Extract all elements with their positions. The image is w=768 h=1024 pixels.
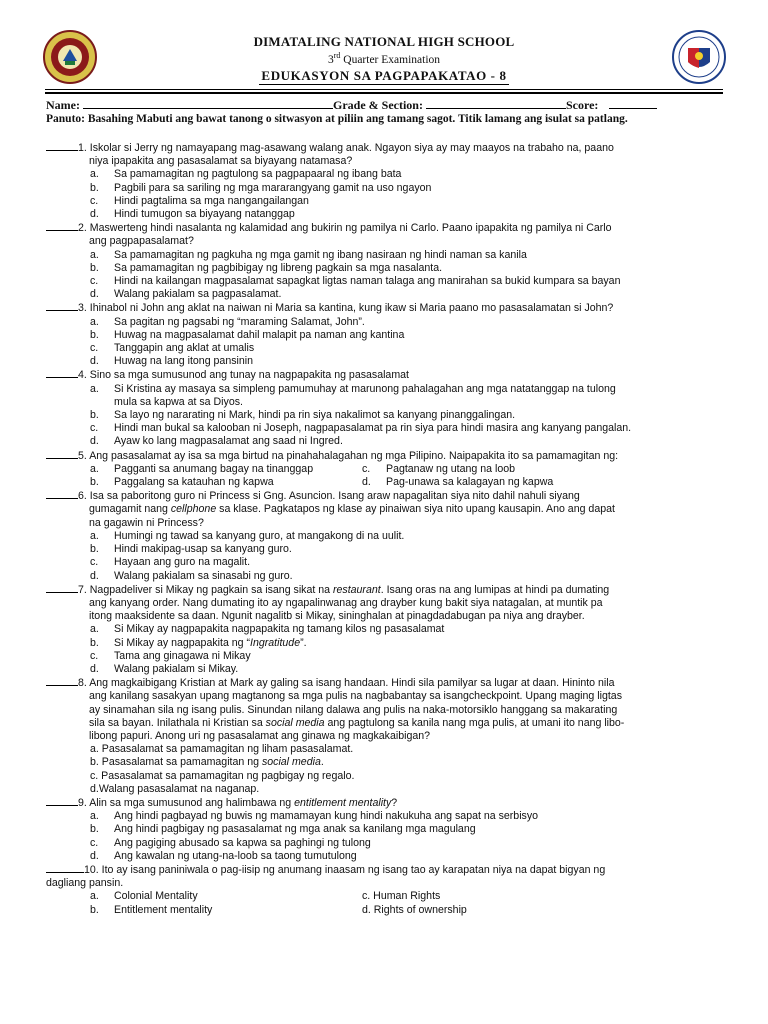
option: c. Hindi na kailangan magpasalamat sapagkat ligtas naman talaga ang manirahan sa bukid kumpara sa bayan	[90, 275, 621, 288]
option-row: a. Colonial Mentality c. Human Rights	[90, 890, 441, 903]
subject-title: EDUKASYON SA PAGPAPAKATAO - 8	[261, 67, 507, 83]
option: b. Sa layo ng nararating ni Mark, hindi pa rin siya nakalimot sa kanyang pinanggalingan.	[90, 409, 516, 422]
option: a. Pasasalamat sa pamamagitan ng liham pasasalamat.	[90, 743, 354, 756]
option: d. Ayaw ko lang magpasalamat ang saad ni Ingred.	[90, 435, 343, 448]
option: d. Huwag na lang itong pansinin	[90, 355, 253, 368]
answer-blank[interactable]	[46, 449, 78, 459]
option-row: a. Pagganti sa anumang bagay na tinanggap c. Pagtanaw ng utang na loob	[90, 462, 515, 475]
option-continued: mula sa kapwa at sa Diyos.	[114, 395, 243, 408]
answer-blank[interactable]	[46, 863, 84, 873]
questions-list	[46, 141, 726, 917]
option: a. Si Mikay ay nagpapakita nagpapakita ng tamang kilos ng pasasalamat	[90, 623, 445, 636]
option: c. Hindi pagtalima sa mga nangangailangan	[90, 194, 309, 207]
exam-header	[0, 34, 768, 85]
option-row: b. Paggalang sa katauhan ng kapwa d. Pag-unawa sa kalagayan ng kapwa	[90, 476, 554, 489]
option: d. Walang pakialam si Mikay.	[90, 662, 239, 675]
student-info-line	[46, 98, 726, 113]
option: c. Pasasalamat sa pamamagitan ng pagbigay ng regalo.	[90, 769, 355, 782]
header-divider	[45, 89, 723, 90]
option: b. Huwag na magpasalamat dahil malapit pa naman ang kantina	[90, 328, 405, 341]
answer-blank[interactable]	[46, 221, 78, 231]
option: b. Ang hindi pagbigay ng pasasalamat ng mga anak sa kanilang mga magulang	[90, 823, 476, 836]
question-1: 1. Iskolar si Jerry ng namayapang mag-asawang walang anak. Ngayon siya ay may maayos na trabaho na, paano niya ipapakita ang pasasalamat sa biyayang natamasa? a. Sa pamamagitan ng pagtulong sa pagpapaaral ng ibang bata b. Pagbili para sa sariling ng mga mararangyang gamit na uso ngayon c. Hindi pagtalima sa mga nangangailangan d. Hindi tumugon sa biyayang natanggap	[46, 141, 726, 221]
option: c. Tanggapin ang aklat at umalis	[90, 342, 255, 355]
score-label: Score:	[565, 98, 599, 112]
option: b. Sa pamamagitan ng pagbibigay ng libreng pagkain sa mga nasalanta.	[90, 261, 443, 274]
question-5: 5. Ang pasasalamat ay isa sa mga birtud na pinahahalagahan ng mga Pilipino. Naipapakita ito sa pamamagitan ng: a. Pagganti sa anumang bagay na tinanggap c. Pagtanaw ng utang na loob b. Paggalang sa katauhan ng kapwa d. Pag-unawa sa kalagayan ng kapwa	[46, 449, 726, 490]
answer-blank[interactable]	[46, 301, 78, 311]
option: c. Tama ang ginagawa ni Mikay	[90, 649, 251, 662]
answer-blank[interactable]	[46, 368, 78, 378]
exam-title: 3rd Quarter Examination	[327, 51, 441, 66]
directions: Panuto: Basahing Mabuti ang bawat tanong o sitwasyon at piliin ang tamang sagot. Titik lamang ang isulat sa patlang.	[46, 113, 628, 125]
option: d. Walang pakialam sa sinasabi ng guro.	[90, 569, 293, 582]
grade-section-label: Grade & Section:	[332, 98, 423, 112]
question-6: 6. Isa sa paboritong guro ni Princess si Gng. Asuncion. Isang araw napagalitan siya nito dahil nahuli siyang gumagamit nang cellphone sa klase. Pagkatapos ng klase ay pinaiwan siya nito upang kausapin. Ano ang dapat na gagawin ni Princess? a. Humingi ng tawad sa kanyang guro, at mangakong di na uulit. b. Hindi makipag-usap sa kanyang guro. c. Hayaan ang guro na magalit. d. Walang pakialam sa sinasabi ng guro.	[46, 489, 726, 582]
option: d. Walang pakialam sa pagpasalamat.	[90, 288, 282, 301]
question-10: 10. Ito ay isang paniniwala o pag-iisip ng anumang inaasam ng isang tao ay karapatan niya na dapat bigyan ng dagliang pansin. a. Colonial Mentality c. Human Rights b. Entitlement mentality d. Rights of ownership	[46, 863, 726, 917]
question-4: 4. Sino sa mga sumusunod ang tunay na nagpapakita ng pasasalamat a. Si Kristina ay masaya sa simpleng pamumuhay at marunong pahalagahan ang mga natatanggap na tulong mula sa kapwa at sa Diyos. b. Sa layo ng nararating ni Mark, hindi pa rin siya nakalimot sa kanyang pinanggalingan. c. Hindi man bukal sa kalooban ni Joseph, nagpapasalamat pa rin siya para hindi masira ang kanyang pangalan. d. Ayaw ko lang magpasalamat ang saad ni Ingred.	[46, 368, 726, 448]
answer-blank[interactable]	[46, 583, 78, 593]
question-7: 7. Nagpadeliver si Mikay ng pagkain sa isang sikat na restaurant. Isang oras na ang lumipas at hindi pa dumating ang kanyang order. Nang dumating ito ay ngapalinwanag ang drayber kung bakit siya natagalan, at muntik pa itong maaksidente sa daan. Ngunit nagalitb si Mikay, sininghalan at pinagdadabugan pa niya ang drayber. a. Si Mikay ay nagpapakita nagpapakita ng tamang kilos ng pasasalamat b. Si Mikay ay nagpapakita ng “Ingratitude”. c. Tama ang ginagawa ni Mikay d. Walang pakialam si Mikay.	[46, 583, 726, 676]
answer-blank[interactable]	[46, 676, 78, 686]
option: b. Hindi makipag-usap sa kanyang guro.	[90, 543, 292, 556]
question-3: 3. Ihinabol ni John ang aklat na naiwan ni Maria sa kantina, kung ikaw si Maria paano mo pasasalamatan si John? a. Sa pagitan ng pagsabi ng “maraming Salamat, John”. b. Huwag na magpasalamat dahil malapit pa naman ang kantina c. Tanggapin ang aklat at umalis d. Huwag na lang itong pansinin	[46, 301, 726, 368]
school-name: DIMATALING NATIONAL HIGH SCHOOL	[253, 34, 515, 49]
option: d. Ang kawalan ng utang-na-loob sa taong tumutulong	[90, 849, 357, 862]
option: b. Pagbili para sa sariling ng mga mararangyang gamit na uso ngayon	[90, 181, 432, 194]
option: d. Hindi tumugon sa biyayang natanggap	[90, 208, 295, 221]
name-field[interactable]	[83, 98, 333, 109]
option: a. Sa pamamagitan ng pagkuha ng mga gamit ng ibang nasiraan ng hindi naman sa kanila	[90, 248, 527, 261]
answer-blank[interactable]	[46, 141, 78, 151]
option: a. Si Kristina ay masaya sa simpleng pamumuhay at marunong pahalagahan ang mga natatanggap na tulong	[90, 382, 616, 395]
question-8: 8. Ang magkaibigang Kristian at Mark ay galing sa isang handaan. Hindi sila pamilyar sa lugar at daan. Hininto nila ang kanilang sasakyan upang magtanong sa mga pulis na nagbabantay sa isangcheckpoint. Upang maging ligtas ay sinamahan sila ng isang pulis. Sinundan nilang dalawa ang pulis na naka-motorsiklo hanggang sa makarating sila sa bayan. Inilathala ni Kristian sa social media ang pagtulong sa kanila nang mga pulis, at umani ito nang libo- libong papuri. Anong uri ng pasasalamat ang ginawa ng magkakaibigan? a. Pasasalamat sa pamamagitan ng liham pasasalamat. b. Pasasalamat sa pamamagitan ng social media. c. Pasasalamat sa pamamagitan ng pagbigay ng regalo. d.Walang pasasalamat na naganap.	[46, 676, 726, 796]
option: a. Sa pamamagitan ng pagtulong sa pagpapaaral ng ibang bata	[90, 168, 402, 181]
header-divider-thick	[45, 92, 723, 94]
answer-blank[interactable]	[46, 796, 78, 806]
option: c. Ang pagiging abusado sa kapwa sa paghingi ng tulong	[90, 836, 371, 849]
question-9: 9. Alin sa mga sumusunod ang halimbawa ng entitlement mentality? a. Ang hindi pagbayad ng buwis ng mamamayan kung hindi nakukuha ang sapat na serbisyo b. Ang hindi pagbigay ng pasasalamat ng mga anak sa kanilang mga magulang c. Ang pagiging abusado sa kapwa sa paghingi ng tulong d. Ang kawalan ng utang-na-loob sa taong tumutulong	[46, 796, 726, 863]
option: a. Ang hindi pagbayad ng buwis ng mamamayan kung hindi nakukuha ang sapat na serbisyo	[90, 810, 539, 823]
question-2: 2. Maswerteng hindi nasalanta ng kalamidad ang bukirin ng pamilya ni Carlo. Paano ipapakita ng pamilya ni Carlo ang pagpapasalamat? a. Sa pamamagitan ng pagkuha ng mga gamit ng ibang nasiraan ng hindi naman sa kanila b. Sa pamamagitan ng pagbibigay ng libreng pagkain sa mga nasalanta. c. Hindi na kailangan magpasalamat sapagkat ligtas naman talaga ang manirahan sa bukid kumpara sa bayan d. Walang pakialam sa pagpasalamat.	[46, 221, 726, 301]
option: c. Hayaan ang guro na magalit.	[90, 556, 251, 569]
name-label: Name:	[46, 98, 80, 112]
option: b. Pasasalamat sa pamamagitan ng social media.	[90, 756, 324, 769]
grade-section-field[interactable]	[426, 98, 566, 109]
answer-blank[interactable]	[46, 489, 78, 499]
option-row: b. Entitlement mentality d. Rights of ownership	[90, 903, 467, 916]
option: b. Si Mikay ay nagpapakita ng “Ingratitude”.	[90, 636, 307, 649]
option: a. Humingi ng tawad sa kanyang guro, at mangakong di na uulit.	[90, 529, 405, 542]
option: a. Sa pagitan ng pagsabi ng “maraming Salamat, John”.	[90, 315, 365, 328]
score-field[interactable]	[609, 98, 657, 109]
option: d.Walang pasasalamat na naganap.	[90, 782, 260, 795]
option: c. Hindi man bukal sa kalooban ni Joseph, nagpapasalamat pa rin siya para hindi masira ang kanyang pangalan.	[90, 422, 632, 435]
